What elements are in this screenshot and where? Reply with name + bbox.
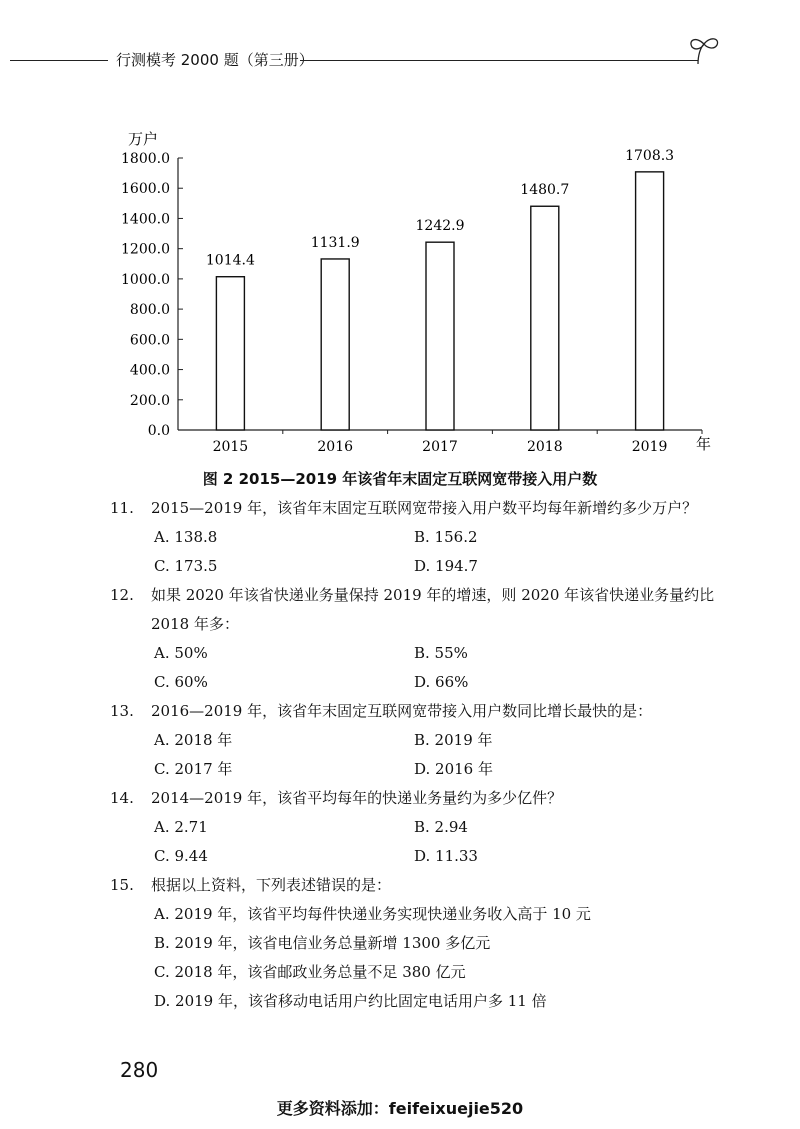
header-rule-left <box>10 60 108 61</box>
option-b: B. 55% <box>414 644 468 662</box>
bar <box>426 242 454 430</box>
option-b: B. 2.94 <box>414 818 468 836</box>
bar-chart <box>100 120 730 465</box>
answer-options <box>110 900 740 1016</box>
question-number: 14. <box>110 789 134 807</box>
y-tick-label: 400.0 <box>129 362 170 379</box>
x-tick-label: 2019 <box>631 439 668 455</box>
question-14 <box>110 784 740 871</box>
bar-value-label: 1131.9 <box>310 234 360 251</box>
option-a: A. 2019 年，该省平均每件快递业务实现快递业务收入高于 10 元 <box>154 905 591 923</box>
option-c: C. 173.5 <box>154 557 218 575</box>
x-tick-label: 2017 <box>422 439 458 455</box>
option-b: B. 2019 年，该省电信业务总量新增 1300 多亿元 <box>154 934 491 952</box>
y-tick-label: 1800.0 <box>121 151 170 167</box>
option-b: B. 156.2 <box>414 528 478 546</box>
option-d: D. 194.7 <box>414 557 478 575</box>
question-number: 13. <box>110 702 134 720</box>
bar-value-label: 1480.7 <box>520 182 570 199</box>
question-text: 2016—2019 年，该省年末固定互联网宽带接入用户数同比增长最快的是： <box>151 702 653 720</box>
y-tick-label: 600.0 <box>129 332 170 349</box>
bar <box>636 172 664 430</box>
bar <box>531 206 559 430</box>
answer-options <box>110 726 740 784</box>
option-a: A. 138.8 <box>154 528 218 546</box>
y-tick-label: 200.0 <box>129 392 170 409</box>
x-tick-label: 2016 <box>317 439 354 455</box>
question-11 <box>110 494 740 581</box>
question-text: 2015—2019 年，该省年末固定互联网宽带接入用户数平均每年新增约多少万户？ <box>151 499 698 517</box>
option-c: C. 2018 年，该省邮政业务总量不足 380 亿元 <box>154 963 466 981</box>
option-c: C. 60% <box>154 673 208 691</box>
x-tick-label: 2015 <box>212 439 249 455</box>
y-tick-label: 1400.0 <box>121 211 170 228</box>
sprout-icon <box>684 34 724 68</box>
answer-options <box>110 813 740 871</box>
question-text: 2014—2019 年，该省平均每年的快递业务量约为多少亿件？ <box>151 789 563 807</box>
option-c: C. 2017 年 <box>154 760 233 778</box>
question-number: 11. <box>110 499 134 517</box>
question-text: 根据以上资料，下列表述错误的是： <box>151 876 392 894</box>
bar-value-label: 1014.4 <box>205 252 255 269</box>
header-title: 行测模考 2000 题（第三册） <box>116 51 314 69</box>
question-list <box>110 494 740 1016</box>
question-number: 12. <box>110 586 134 604</box>
question-number: 15. <box>110 876 134 894</box>
option-d: D. 11.33 <box>414 847 478 865</box>
footer-note: 更多资料添加：feifeixuejie520 <box>276 1099 524 1118</box>
y-axis-label: 万户 <box>128 130 159 148</box>
x-axis-label: 年 <box>696 435 712 453</box>
option-a: A. 50% <box>154 644 208 662</box>
option-c: C. 9.44 <box>154 847 208 865</box>
y-tick-label: 1600.0 <box>121 181 170 198</box>
question-12 <box>110 581 740 697</box>
bar <box>216 277 244 430</box>
question-15 <box>110 871 740 1016</box>
y-tick-label: 1200.0 <box>121 241 170 258</box>
question-13 <box>110 697 740 784</box>
question-text: 如果 2020 年该省快递业务量保持 2019 年的增速，则 2020 年该省快递业务量约比 2018 年多： <box>151 586 715 633</box>
y-tick-label: 800.0 <box>129 302 170 319</box>
answer-options <box>110 639 740 697</box>
running-header <box>0 44 800 74</box>
y-tick-label: 1000.0 <box>121 271 170 288</box>
bar <box>321 259 349 430</box>
bar-value-label: 1708.3 <box>625 147 675 164</box>
y-tick-label: 0.0 <box>147 423 170 439</box>
option-b: B. 2019 年 <box>414 731 493 749</box>
header-rule-right <box>300 60 698 61</box>
answer-options <box>110 523 740 581</box>
option-a: A. 2.71 <box>154 818 208 836</box>
page-number: 280 <box>120 1058 159 1082</box>
bar-value-label: 1242.9 <box>415 218 465 235</box>
chart-caption: 图 2 2015—2019 年该省年末固定互联网宽带接入用户数 <box>202 470 598 488</box>
option-d: D. 2019 年，该省移动电话用户约比固定电话用户多 11 倍 <box>154 992 547 1010</box>
option-d: D. 2016 年 <box>414 760 493 778</box>
option-d: D. 66% <box>414 673 469 691</box>
option-a: A. 2018 年 <box>154 731 233 749</box>
x-tick-label: 2018 <box>526 439 563 455</box>
